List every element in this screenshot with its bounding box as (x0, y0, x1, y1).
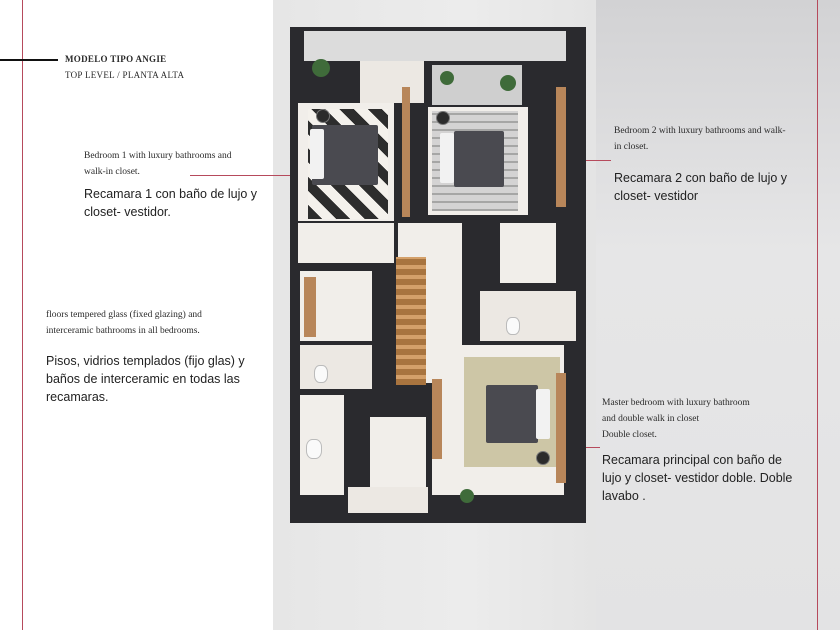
bedroom2-description-en: Bedroom 2 with luxury bathrooms and walk-in closet. (614, 126, 786, 152)
bed-icon (486, 385, 538, 443)
header-rule (0, 59, 58, 61)
plan-vanity (304, 277, 316, 337)
plan-top-terrace (304, 31, 566, 61)
plan-master-wardrobe-2 (556, 373, 566, 483)
master-description-en-line3: Double closet. (602, 430, 657, 440)
master-description-en-line1: Master bedroom with luxury bathroom (602, 398, 750, 408)
bedroom2-description-es: Recamara 2 con baño de lujo y closet- vestidor (614, 171, 788, 203)
pillow-icon (440, 133, 454, 183)
plan-bedroom2-wardrobe (556, 87, 566, 207)
plan-master-bath (370, 417, 426, 487)
plant-icon (500, 75, 516, 91)
plant-icon (460, 489, 474, 503)
floor-plan-illustration (290, 27, 586, 523)
plan-bedroom1-wardrobe (402, 87, 410, 217)
lamp-icon (436, 111, 450, 125)
plan-bathroom2 (480, 291, 576, 341)
bedroom1-description-en: Bedroom 1 with luxury bathrooms and walk-in closet. (84, 151, 232, 177)
master-description-en (602, 395, 812, 443)
bed-icon (454, 131, 504, 187)
plant-icon (440, 71, 454, 85)
right-accent-line (817, 0, 818, 630)
bedroom1-description-es: Recamara 1 con baño de lujo y closet- vestidor. (84, 187, 258, 219)
master-description-en-line2: and double walk in closet (602, 414, 700, 424)
floors-description-en: floors tempered glass (fixed glazing) and interceramic bathrooms in all bedrooms. (46, 310, 202, 336)
plan-staircase (396, 257, 426, 385)
toilet-icon (506, 317, 520, 335)
plan-double-sink (348, 487, 428, 513)
plan-master-wardrobe (432, 379, 442, 459)
toilet-icon (314, 365, 328, 383)
right-panel-background (596, 0, 840, 630)
lamp-icon (316, 109, 330, 123)
plan-bathroom1-shower (300, 345, 372, 389)
floors-description-es: Pisos, vidrios templados (fijo glas) y baños de interceramic en todas las recamaras. (46, 354, 245, 404)
master-description-es: Recamara principal con baño de lujo y closet- vestidor doble. Doble lavabo . (602, 453, 793, 503)
plan-bedroom1-closet (298, 223, 394, 263)
model-title: MODELO TIPO ANGIE (65, 54, 167, 64)
pillow-icon (536, 389, 550, 439)
plant-icon (312, 59, 330, 77)
pillow-icon (310, 129, 324, 179)
level-subtitle: TOP LEVEL / PLANTA ALTA (65, 70, 185, 80)
toilet-icon (306, 439, 322, 459)
lamp-icon (536, 451, 550, 465)
left-accent-line (22, 0, 23, 630)
plan-stair-landing (360, 61, 424, 103)
plan-bedroom2-closet (500, 223, 556, 283)
